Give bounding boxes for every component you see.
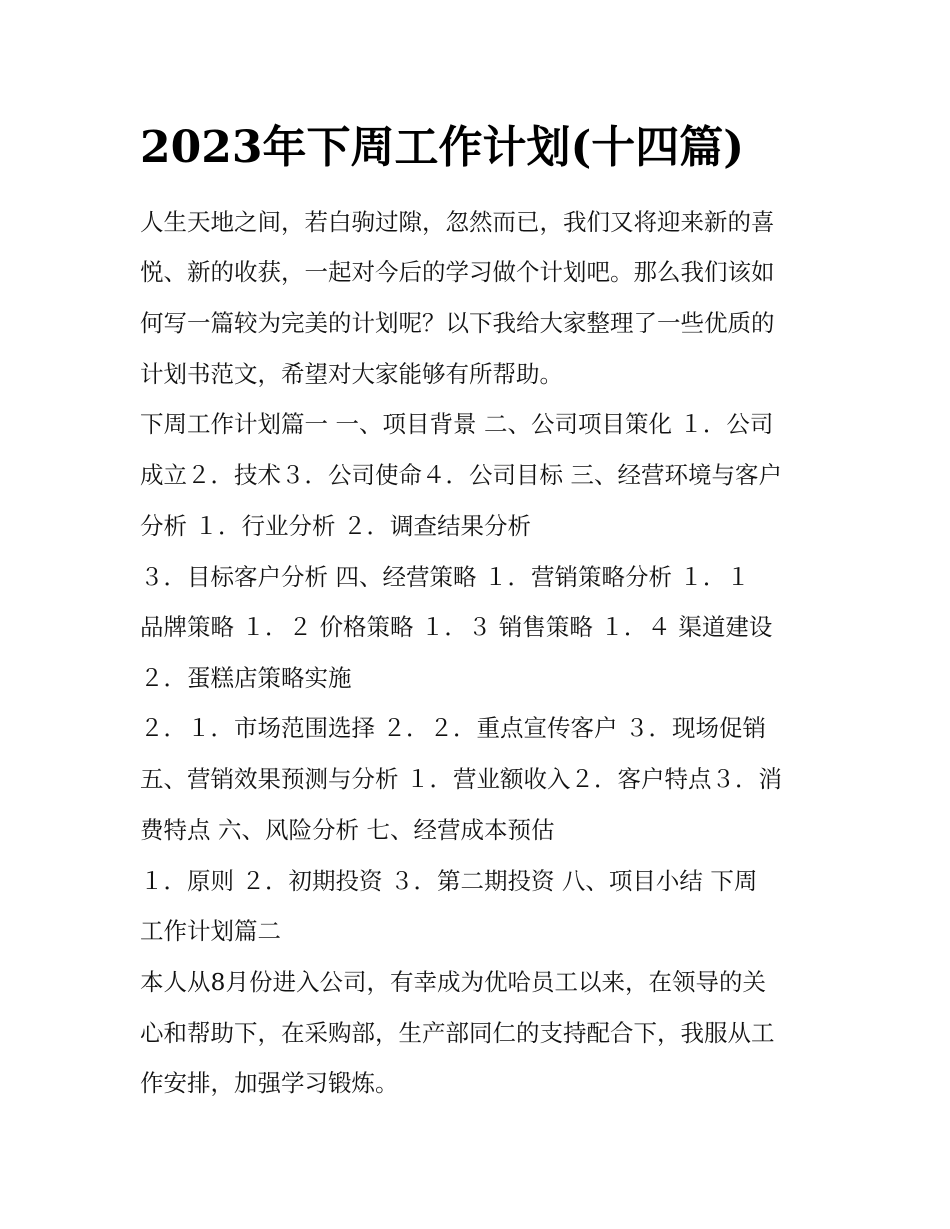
text-line-5: 下周工作计划篇一 一、项目背景 二、公司项目策化 １．公司 [140,410,774,438]
text-line-1: 人生天地之间，若白驹过隙，忽然而已，我们又将迎来新的喜 [140,208,775,236]
text-line-14: １．原则 ２．初期投资 ３．第二期投资 八、项目小结 下周 [140,867,758,895]
text-line-4: 计划书范文，希望对大家能够有所帮助。 [140,360,563,388]
text-line-16: 本人从8月份进入公司，有幸成为优哈员工以来，在领导的关 [140,968,766,996]
text-line-11: ２．１．市场范围选择 ２．２．重点宣传客户 ３．现场促销 [140,714,766,742]
text-line-15: 工作计划篇二 [140,917,281,945]
text-line-17: 心和帮助下，在采购部，生产部同仁的支持配合下，我服从工 [140,1019,775,1047]
document-title: 2023年下周工作计划(十四篇) [140,122,745,173]
text-line-6: 成立２．技术３．公司使命４．公司目标 三、经营环境与客户 [140,461,782,489]
text-line-13: 费特点 六、风险分析 七、经营成本预估 [140,816,555,844]
text-line-8: ３．目标客户分析 四、经营策略 １．营销策略分析 １．１ [140,563,750,591]
text-line-7: 分析 １．行业分析 ２．调查结果分析 [140,512,531,540]
text-line-2: 悦、新的收获，一起对今后的学习做个计划吧。那么我们该如 [140,258,775,286]
text-line-10: ２．蛋糕店策略实施 [140,664,352,692]
text-line-18: 作安排，加强学习锻炼。 [140,1069,399,1097]
text-line-12: 五、营销效果预测与分析 １．营业额收入２．客户特点３．消 [140,765,782,793]
text-line-9: 品牌策略 １．２ 价格策略 １．３ 销售策略 １．４ 渠道建设 [140,613,773,641]
text-line-3: 何写一篇较为完美的计划呢？以下我给大家整理了一些优质的 [140,309,775,337]
